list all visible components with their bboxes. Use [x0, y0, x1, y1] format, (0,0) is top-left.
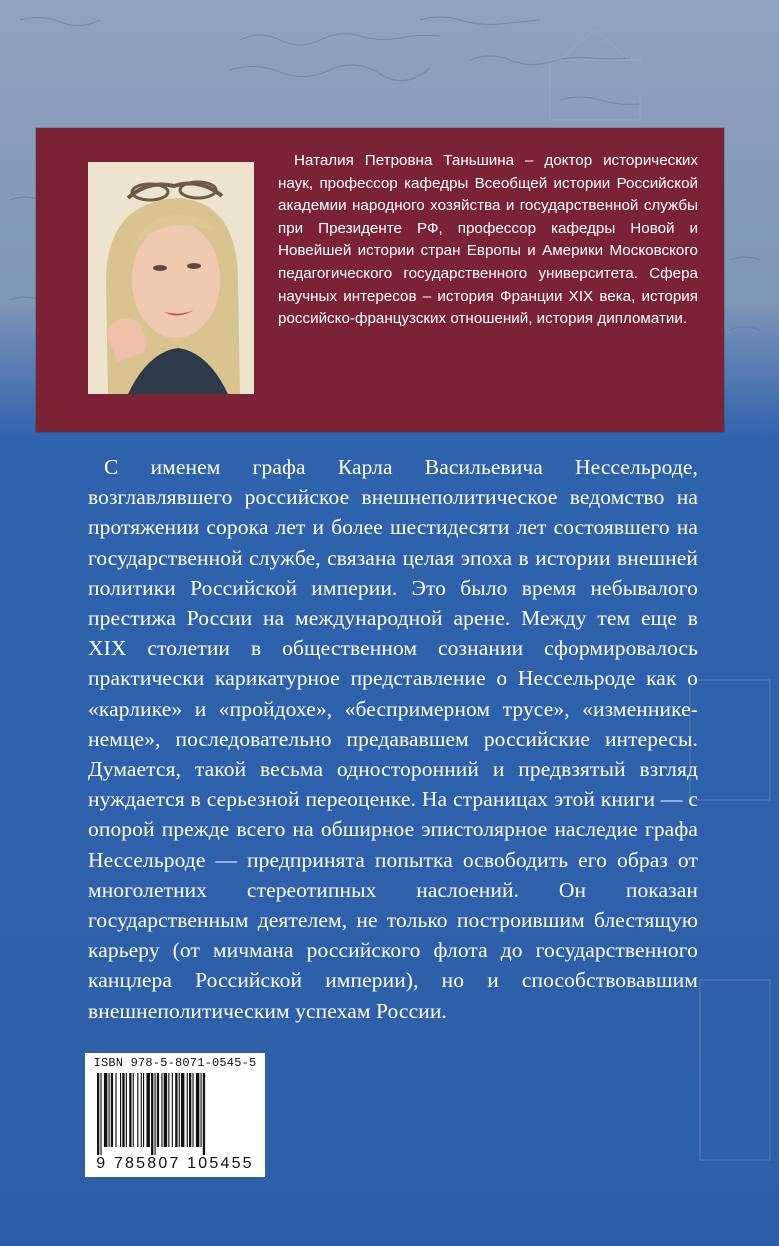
barcode-bar [111, 1073, 113, 1147]
barcode-bar [120, 1073, 121, 1147]
barcode-bar [161, 1073, 162, 1147]
barcode-bar [151, 1073, 153, 1155]
barcode-bar [141, 1073, 142, 1147]
barcode-bar [201, 1073, 202, 1147]
barcode-bar [104, 1073, 107, 1147]
barcode-bar [109, 1073, 110, 1147]
barcode-bar [189, 1073, 191, 1147]
barcode-bar [203, 1073, 205, 1155]
barcode-bar [179, 1073, 180, 1147]
author-photo [88, 162, 254, 394]
barcode-bar [115, 1073, 116, 1147]
barcode-bar [100, 1073, 101, 1155]
barcode-bar [157, 1073, 159, 1147]
isbn-barcode [85, 1053, 265, 1177]
author-bio: Наталия Петровна Таньшина – доктор исторических наук, профессор кафедры Всеобщей истории Российской академии народного хозяйства и государственной службы при Президенте РФ, профессор кафедры Новой и Новейшей истории стран Европы и Америки Московского педагогического государственного университета. Сфера научных интересов – история Франции XIX века, история российско-французских отношений, история дипломатии. [278, 152, 698, 328]
barcode-digits: 9 785807 105455 [96, 1155, 254, 1172]
barcode-bar [126, 1073, 127, 1147]
barcode-bar [187, 1073, 188, 1147]
barcode-bar [181, 1073, 184, 1147]
barcode-bars [93, 1073, 257, 1155]
author-panel [36, 128, 724, 432]
barcode-bar [146, 1073, 149, 1147]
barcode-bar [122, 1073, 124, 1147]
barcode-bar [97, 1073, 99, 1155]
barcode-bar [175, 1073, 177, 1147]
barcode-bar [172, 1073, 173, 1147]
barcode-bar [137, 1073, 138, 1147]
barcode-bar [168, 1073, 169, 1147]
author-portrait-image [88, 162, 254, 394]
isbn-label: ISBN 978-5-8071-0545-5 [93, 1056, 257, 1070]
barcode-bar [143, 1073, 144, 1147]
barcode-bar [129, 1073, 131, 1147]
barcode-bar [155, 1073, 156, 1155]
barcode-bar [196, 1073, 199, 1147]
book-annotation: С именем графа Карла Васильевича Нессельроде, возглавлявшего российское внешнеполитическое ведомство на протяжении сорока лет и более шестидесяти лет состоявшего на государственной службе, связана целая эпоха в истории внешней политики Российской империи. Это было время небывалого престижа России на международной арене. Между тем еще в XIX столетии в общественном сознании сформировалось практически карикатурное представление о Нессельроде как о «карлике» и «пройдохе», «беспримерном трусе», «изменнике-немце», последовательно предававшем российские интересы. Думается, такой весьма односторонний и предвзятый взгляд нуждается в серьезной переоценке. На страницах этой книги — с опорой прежде всего на обширное эпистолярное наследие графа Нессельроде — предпринята попытка освободить его образ от многолетних стереотипных наслоений. Он показан государственным деятелем, не только построившим блестящую карьеру (от мичмана российского флота до государственного канцлера Российской империи), но и способствовавшим внешнеполитическим успехам России. [88, 455, 698, 1023]
barcode-bar [164, 1073, 167, 1147]
barcode-bar [192, 1073, 193, 1147]
barcode-bar [133, 1073, 134, 1147]
